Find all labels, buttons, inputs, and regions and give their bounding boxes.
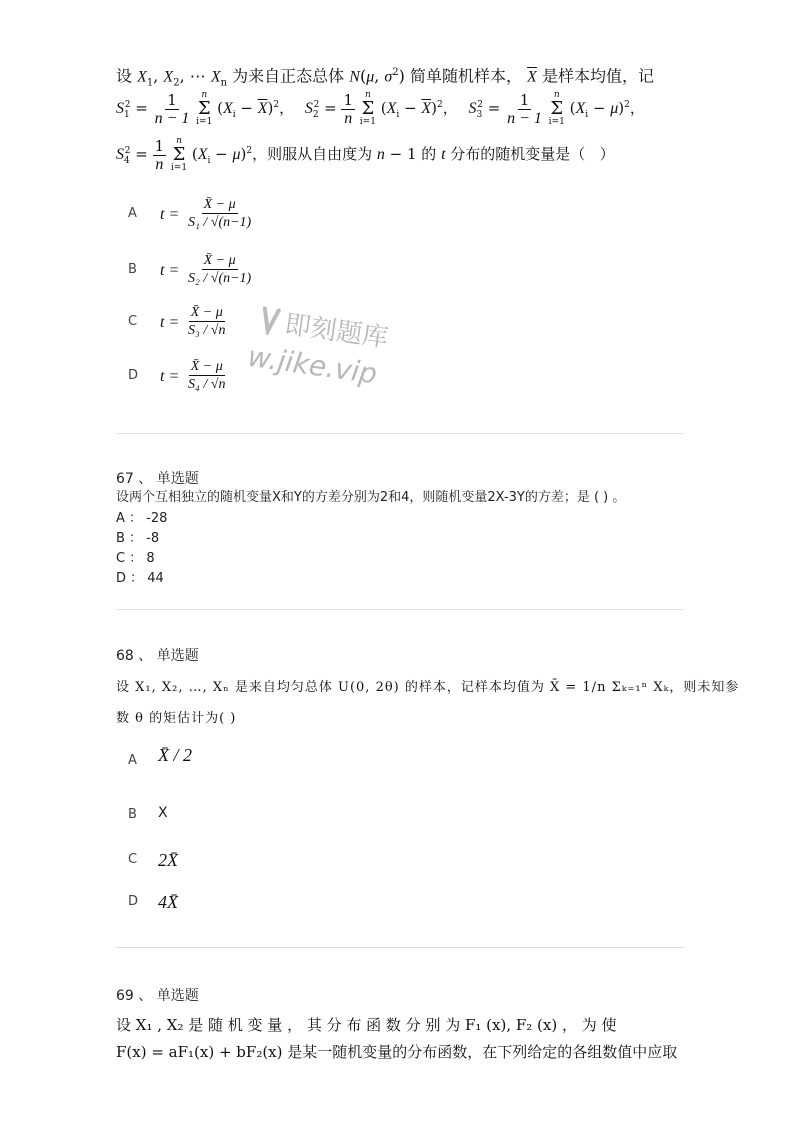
watermark bbox=[245, 300, 391, 391]
watermark-text-2: w.jike.vip bbox=[245, 339, 380, 391]
option-letter: A bbox=[128, 206, 137, 221]
q68-line-1: 设 X₁, X₂, …, Xₙ 是来自均匀总体 U(0, 2θ) 的样本，记样本均值为 X̄ = 1/n Σₖ₌₁ⁿ Xₖ，则未知参 bbox=[116, 680, 740, 695]
separator bbox=[116, 947, 684, 948]
option-letter: B bbox=[128, 262, 137, 277]
option-lhs: t = bbox=[160, 206, 180, 223]
q67-header: 67 、 单选题 bbox=[116, 471, 199, 487]
q69-line-1: 设 X₁ , X₂ 是 随 机 变 量 ， 其 分 布 函 数 分 别 为 F₁ (x), F₂ (x) ， 为 使 bbox=[116, 1016, 617, 1034]
watermark-logo-icon bbox=[257, 303, 283, 336]
separator bbox=[116, 433, 684, 434]
q66-formula-row-2: $S_4^2$ = $\frac{1}{n}$ n Σ i=1 $(X_i - \mu)^2$，则服从自由度为 n − 1 的 t 分布的随机变量是（ ） bbox=[116, 136, 615, 173]
option-letter: D bbox=[128, 368, 139, 383]
option-letter: B bbox=[128, 807, 137, 822]
q69-header: 69 、 单选题 bbox=[116, 988, 199, 1004]
q67-option-a[interactable]: A ： -28 bbox=[116, 511, 168, 526]
option-value: X bbox=[158, 805, 168, 821]
option-value: 4X̄ bbox=[158, 892, 178, 912]
q68-header: 68 、 单选题 bbox=[116, 648, 199, 664]
q67-text: 设两个互相独立的随机变量X和Y的方差分别为2和4，则随机变量2X-3Y的方差；是 ( ) 。 bbox=[116, 490, 626, 505]
option-lhs: t = bbox=[160, 368, 180, 385]
option-letter: D bbox=[128, 894, 139, 909]
option-letter: C bbox=[128, 852, 138, 867]
q66-formula-row-1: $S_1^2$ = $\frac{1}{n - 1}$ n Σ i=1 $(X_i - \overline{X})^2$， $S_2^2$ = $\frac{1}{n}$ n Σ i=1 $(X_i - \overline{X})^2$， $S_3^2$ = $\frac{1}{n - 1}$ n Σ i=1 $(X_i - \mu)^2$， bbox=[116, 90, 645, 127]
separator bbox=[116, 609, 684, 610]
option-letter: A bbox=[128, 753, 137, 768]
option-lhs: t = bbox=[160, 314, 180, 331]
option-fraction: $\frac{X̄ - \mu}{\text{S₄ / √n}}$ bbox=[188, 359, 226, 392]
q69-line-2: F(x) = aF₁(x) + bF₂(x) 是某一随机变量的分布函数，在下列给定的各组数值中应取 bbox=[116, 1043, 678, 1061]
option-lhs: t = bbox=[160, 262, 180, 279]
option-letter: C bbox=[128, 314, 138, 329]
q66-line-1: 设 $X_1$, $X_2$, ⋯ $X_n$ 为来自正态总体 N(μ, $\sigma^2$) 简单随机样本， $\overline{X}$ 是样本均值，记 bbox=[116, 66, 654, 89]
q67-option-b[interactable]: B ： -8 bbox=[116, 531, 160, 546]
watermark-text-1: 即刻题库 bbox=[282, 309, 390, 354]
option-value: X̄ / 2 bbox=[158, 745, 192, 765]
q68-line-2: 数 θ 的矩估计为( ) bbox=[116, 711, 237, 726]
option-fraction: $\frac{X̄ - \mu}{\text{S₂ / √(n−1)}}$ bbox=[188, 253, 252, 286]
option-value: 2X̄ bbox=[158, 850, 178, 870]
option-fraction: $\frac{X̄ - \mu}{\text{S₁ / √(n−1)}}$ bbox=[188, 197, 252, 230]
q67-option-d[interactable]: D ： 44 bbox=[116, 571, 164, 586]
option-fraction: $\frac{X̄ - \mu}{\text{S₃ / √n}}$ bbox=[188, 305, 226, 338]
q67-option-c[interactable]: C ： 8 bbox=[116, 551, 155, 566]
